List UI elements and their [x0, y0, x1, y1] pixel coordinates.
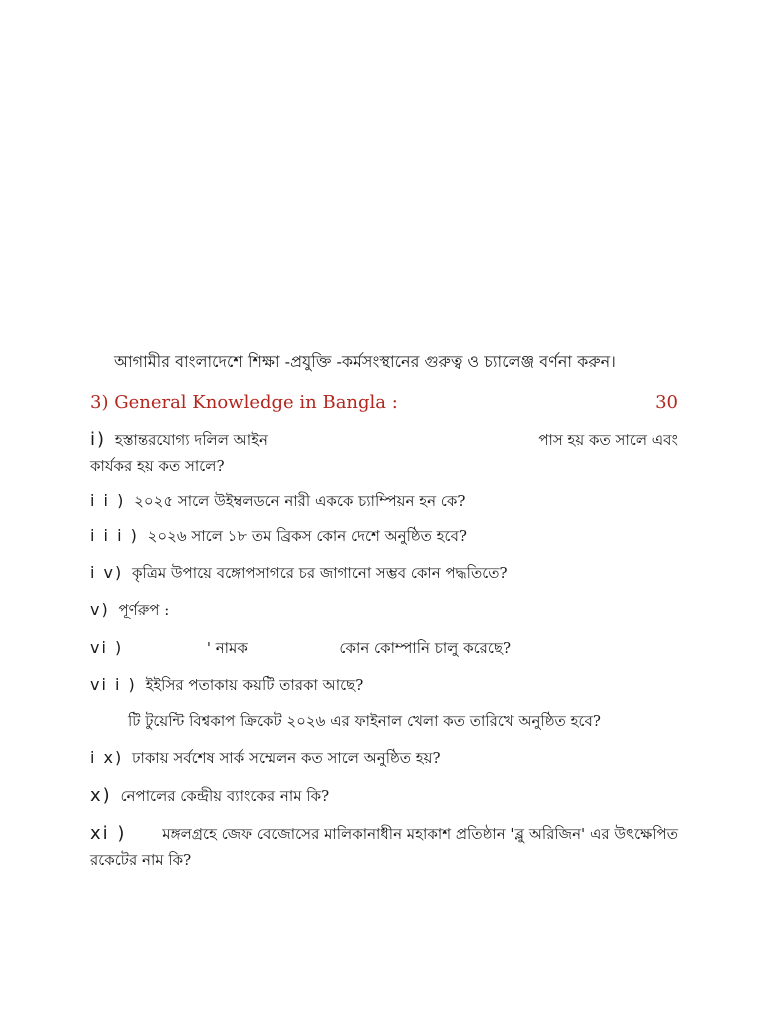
question-number: x): [90, 785, 112, 806]
question-9: [90, 746, 678, 770]
question-text: মঙ্গলগ্রহে জেফ বেজোসের মালিকানাধীন মহাকাশ প্রতিষ্ঠান 'ব্লু অরিজিন' এর উৎক্ষেপিত: [162, 825, 678, 843]
question-6: [90, 636, 678, 660]
question-number: i x): [90, 748, 124, 767]
section-marks: 30: [655, 392, 678, 413]
question-text: পাস হয় কত সালে এবং: [538, 431, 678, 449]
question-text: কোন কোম্পানি চালু করেছে?: [339, 639, 512, 657]
question-number: i i i ): [90, 526, 139, 545]
question-text: নেপালের কেন্দ্রীয় ব্যাংকের নাম কি?: [120, 787, 330, 805]
question-10: [90, 784, 678, 808]
intro-essay-prompt: আগামীর বাংলাদেশে শিক্ষা -প্রযুক্তি -কর্মসংস্থানের গুরুত্ব ও চ্যালেঞ্জ বর্ণনা করুন।: [114, 352, 616, 371]
question-text: ২০২৬ সালে ১৮ তম ব্রিকস কোন দেশে অনুষ্ঠিত হবে?: [147, 527, 467, 545]
question-text: ২০২৫ সালে উইম্বলডনে নারী এককে চ্যাম্পিয়ন হন কে?: [134, 492, 466, 510]
question-number: xi ): [90, 823, 127, 844]
section-title: 3) General Knowledge in Bangla :: [90, 392, 398, 413]
question-text: কার্যকর হয় কত সালে?: [90, 457, 225, 475]
question-3: [90, 524, 678, 548]
question-number: i v): [90, 563, 124, 582]
section-heading: [90, 391, 678, 415]
question-7: [90, 673, 678, 697]
question-text: কৃত্রিম উপায়ে বঙ্গোপসাগরে চর জাগানো সম্ভব কোন পদ্ধতিতে?: [132, 564, 508, 582]
question-text: পূর্ণরুপ :: [118, 601, 170, 619]
question-8: [128, 709, 678, 733]
question-2: [90, 489, 678, 513]
question-number: i): [90, 429, 107, 450]
question-number: vi i ): [90, 675, 137, 694]
question-text: ' নামক: [206, 639, 248, 657]
question-text: ইইসির পতাকায় কয়টি তারকা আছে?: [145, 676, 364, 694]
question-text: টি টুয়েন্টি বিশ্বকাপ ক্রিকেট ২০২৬ এর ফাইনাল খেলা কত তারিখে অনুষ্ঠিত হবে?: [128, 712, 601, 730]
question-4: [90, 561, 678, 585]
question-text: ঢাকায় সর্বশেষ সার্ক সম্মেলন কত সালে অনুষ্ঠিত হয়?: [132, 749, 441, 767]
question-11: [90, 822, 678, 872]
question-text: রকেটের নাম কি?: [90, 851, 192, 869]
question-1: [90, 428, 678, 478]
question-number: i i ): [90, 491, 126, 510]
question-number: v): [90, 600, 110, 619]
question-5: [90, 598, 678, 622]
question-number: vi ): [90, 638, 124, 657]
question-text: হস্তান্তরযোগ্য দলিল আইন: [114, 431, 268, 449]
